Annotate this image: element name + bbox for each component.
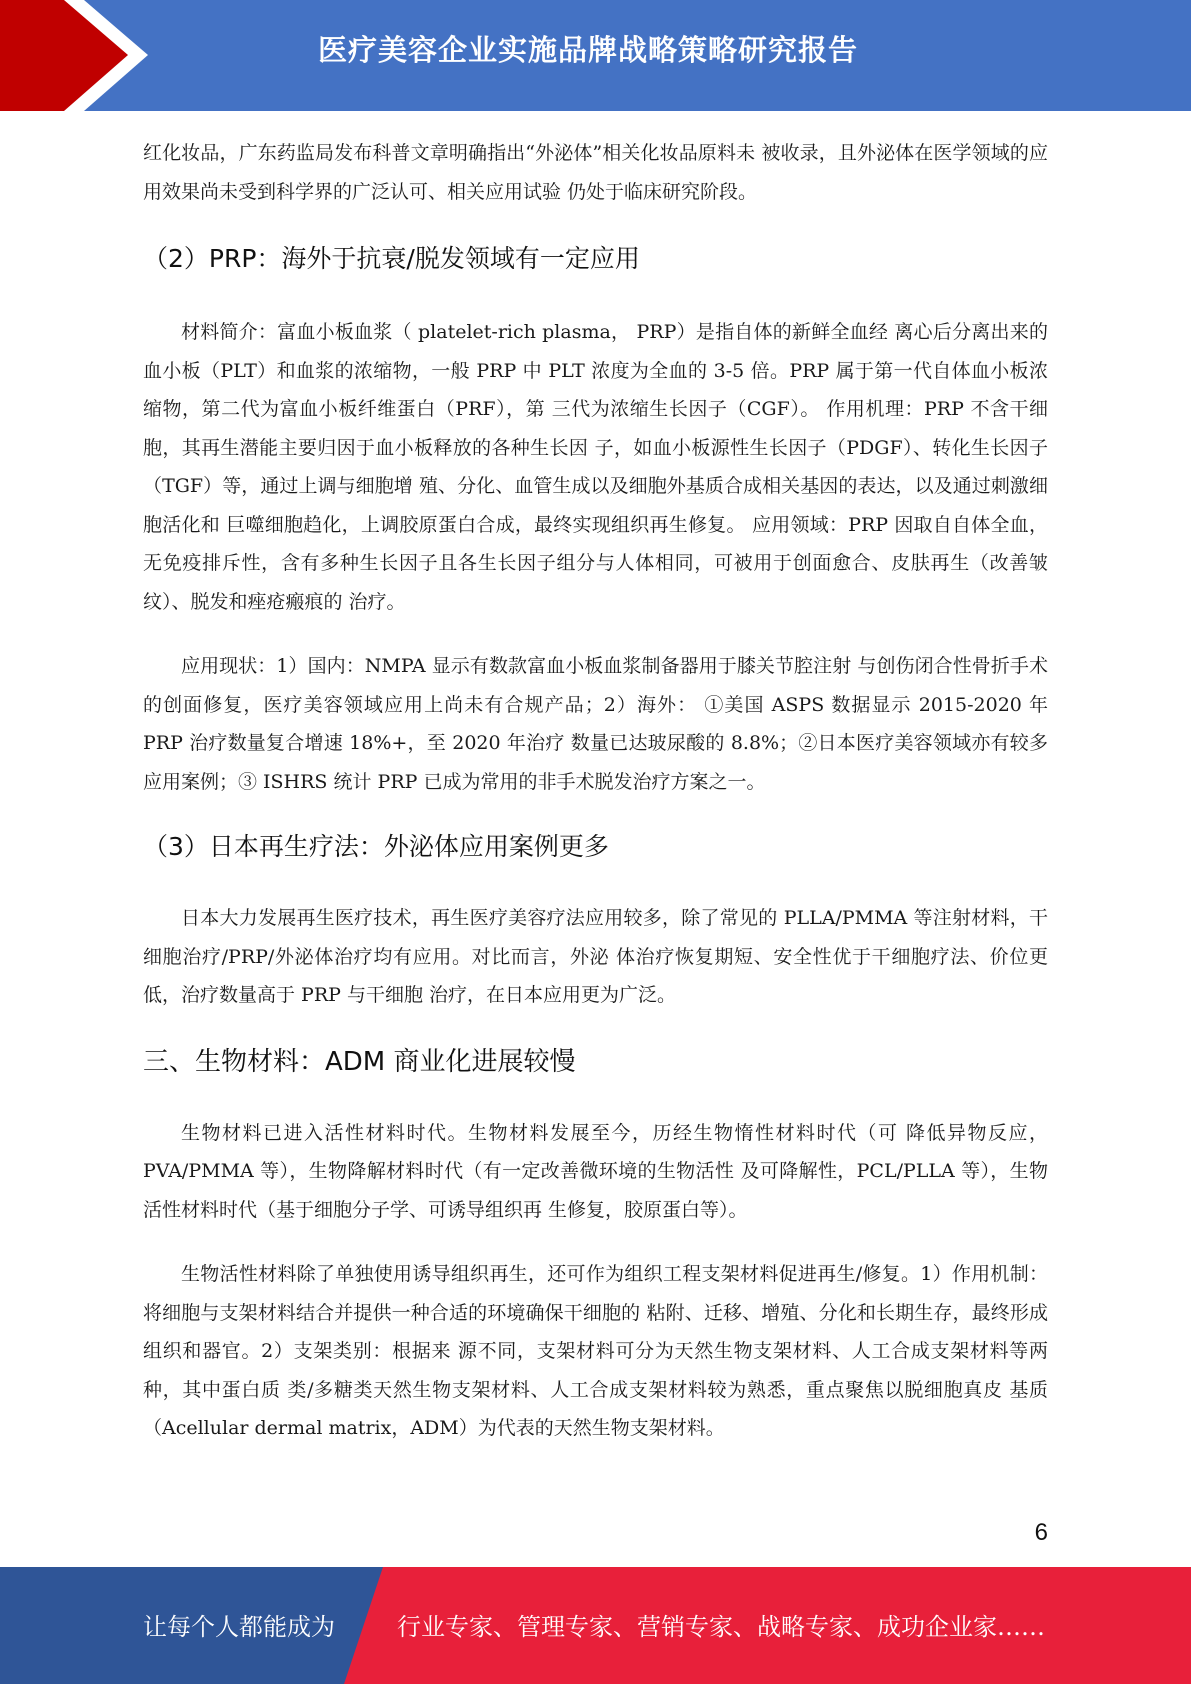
paragraph-bio-era: 生物材料已进入活性材料时代。生物材料发展至今，历经生物惰性材料时代（可 降低异物反应，PVA/PMMA 等），生物降解材料时代（有一定改善微环境的生物活性 及可降解性，PCL/PLLA 等），生物活性材料时代（基于细胞分子学、可诱导组织再 生修复，胶原蛋白等）。: [143, 1121, 1048, 1221]
section-heading-prp: （2）PRP：海外于抗衰/脱发领域有一定应用: [143, 244, 640, 273]
paragraph-prp-overview: 材料简介：富血小板血浆（ platelet-rich plasma， PRP）是指自体的新鲜全血经 离心后分离出来的血小板（PLT）和血浆的浓缩物，一般 PRP 中 PLT 浓度为全血的 3-5 倍。PRP 属于第一代自体血小板浓缩物，第二代为富血小板纤维蛋白（PRF），第 三代为浓缩生长因子（CGF）。 作用机理：PRP 不含干细胞，其再生潜能主要归因于血小板释放的各种生长因 子，如血小板源性生长因子（PDGF）、转化生长因子（TGF）等，通过上调与细胞增 殖、分化、血管生成以及细胞外基质合成相关基因的表达，以及通过刺激细胞活化和 巨噬细胞趋化，上调胶原蛋白合成，最终实现组织再生修复。 应用领域：PRP 因取自自体全血，无免疫排斥性，含有多种生长因子且各生长因子组分与人体相同，可被用于创面愈合、皮肤再生（改善皱纹）、脱发和痤疮瘢痕的 治疗。: [143, 321, 1048, 613]
page-header: [0, 0, 1191, 111]
paragraph-japan: 日本大力发展再生医疗技术，再生医疗美容疗法应用较多，除了常见的 PLLA/PMMA 等注射材料，干细胞治疗/PRP/外泌体治疗均有应用。对比而言，外泌 体治疗恢复期短、安全性优于干细胞疗法、价位更低，治疗数量高于 PRP 与干细胞 治疗，在日本应用更为广泛。: [143, 907, 1048, 1006]
section-heading-japan: （3）日本再生疗法：外泌体应用案例更多: [143, 832, 609, 861]
report-title: 医疗美容企业实施品牌战略策略研究报告: [318, 33, 859, 67]
footer-slogan-left: 让每个人都能成为: [143, 1613, 335, 1641]
page-number: 6: [1034, 1519, 1048, 1546]
paragraph-prp-status: 应用现状：1）国内：NMPA 显示有数款富血小板血浆制备器用于膝关节腔注射 与创伤闭合性骨折手术的创面修复，医疗美容领域应用上尚未有合规产品；2）海外： ①美国 ASPS 数据显示 2015-2020 年 PRP 治疗数量复合增速 18%+，至 2020 年治疗 数量已达玻尿酸的 8.8%；②日本医疗美容领域亦有较多应用案例；③ ISHRS 统计 PRP 已成为常用的非手术脱发治疗方案之一。: [143, 655, 1048, 793]
paragraph-bio-scaffold: 生物活性材料除了单独使用诱导组织再生，还可作为组织工程支架材料促进再生/修复。1）作用机制：将细胞与支架材料结合并提供一种合适的环境确保干细胞的 粘附、迁移、增殖、分化和长期生存，最终形成组织和器官。2）支架类别：根据来 源不同，支架材料可分为天然生物支架材料、人工合成支架材料等两种，其中蛋白质 类/多糖类天然生物支架材料、人工合成支架材料较为熟悉，重点聚焦以脱细胞真皮 基质（Acellular dermal matrix，ADM）为代表的天然生物支架材料。: [143, 1263, 1048, 1439]
page-body: [143, 134, 1048, 1448]
footer-slogan-right: 行业专家、管理专家、营销专家、战略专家、成功企业家……: [397, 1613, 1045, 1641]
chapter-heading-biomaterials: 三、生物材料：ADM 商业化进展较慢: [143, 1046, 576, 1077]
page-footer: [0, 1567, 1191, 1684]
paragraph-intro: 红化妆品，广东药监局发布科普文章明确指出“外泌体”相关化妆品原料未 被收录，且外泌体在医学领域的应用效果尚未受到科学界的广泛认可、相关应用试验 仍处于临床研究阶段。: [143, 142, 1048, 203]
